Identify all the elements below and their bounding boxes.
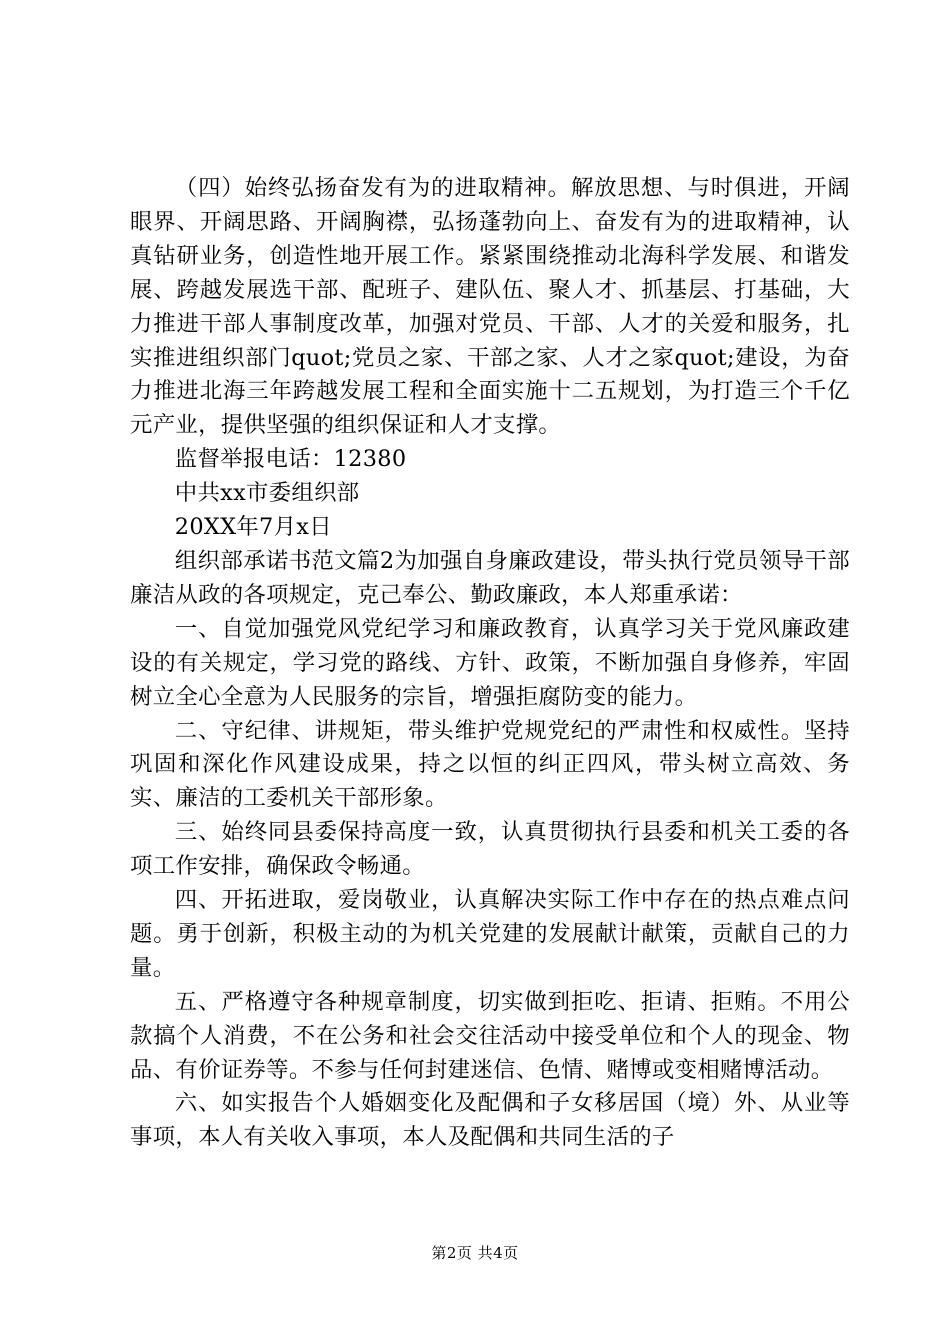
paragraph-item-4: 四、开拓进取，爱岗敬业，认真解决实际工作中存在的热点难点问题。勇于创新，积极主动的为机关党建的发展献计献策，贡献自己的力量。	[130, 887, 850, 981]
paragraph-item-2: 二、守纪律、讲规矩，带头维护党规党纪的严肃性和权威性。坚持巩固和深化作风建设成果，持之以恒的纠正四风，带头树立高效、务实、廉洁的工委机关干部形象。	[130, 717, 850, 812]
paragraph-spirit: （四）始终弘扬奋发有为的进取精神。解放思想、与时俱进，开阔眼界、开阔思路、开阔胸襟，弘扬蓬勃向上、奋发有为的进取精神，认真钻研业务，创造性地开展工作。紧紧围绕推动北海科学发展、和谐发展、跨越发展选干部、配班子、建队伍、聚人才、抓基层、打基础，大力推进干部人事制度改革，加强对党员、干部、人才的关爱和服务，扎实推进组织部门quot;党员之家、干部之家、人才之家quot;建设，为奋力推进北海三年跨越发展工程和全面实施十二五规划，为打造三个千亿元产业，提供坚强的组织保证和人才支撑。	[130, 175, 850, 439]
paragraph-item-5: 五、严格遵守各种规章制度，切实做到拒吃、拒请、拒贿。不用公款搞个人消费，不在公务和社会交往活动中接受单位和个人的现金、物品、有价证券等。不参与任何封建迷信、色情、赌博或变相赌博活动。	[130, 988, 850, 1083]
paragraph-issuer: 中共xx市委组织部	[174, 480, 360, 507]
paragraph-date: 20XX年7月x日	[174, 514, 332, 541]
paragraph-item-3: 三、始终同县委保持高度一致，认真贯彻执行县委和机关工委的各项工作安排，确保政令畅通。	[130, 819, 850, 880]
paragraph-item-6: 六、如实报告个人婚姻变化及配偶和子女移居国（境）外、从业等事项，本人有关收入事项，本人及配偶和共同生活的子	[130, 1090, 850, 1151]
page-number-footer: 第2页 共4页	[431, 1244, 519, 1262]
document-body	[130, 172, 850, 1155]
paragraph-item-1: 一、自觉加强党风党纪学习和廉政教育，认真学习关于党风廉政建设的有关规定，学习党的路线、方针、政策，不断加强自身修养，牢固树立全心全意为人民服务的宗旨，增强拒腐防变的能力。	[130, 615, 850, 710]
paragraph-pledge-intro: 组织部承诺书范文篇2为加强自身廉政建设，带头执行党员领导干部廉洁从政的各项规定，克己奉公、勤政廉政，本人郑重承诺：	[130, 547, 850, 608]
paragraph-hotline: 监督举报电话：12380	[174, 446, 407, 473]
